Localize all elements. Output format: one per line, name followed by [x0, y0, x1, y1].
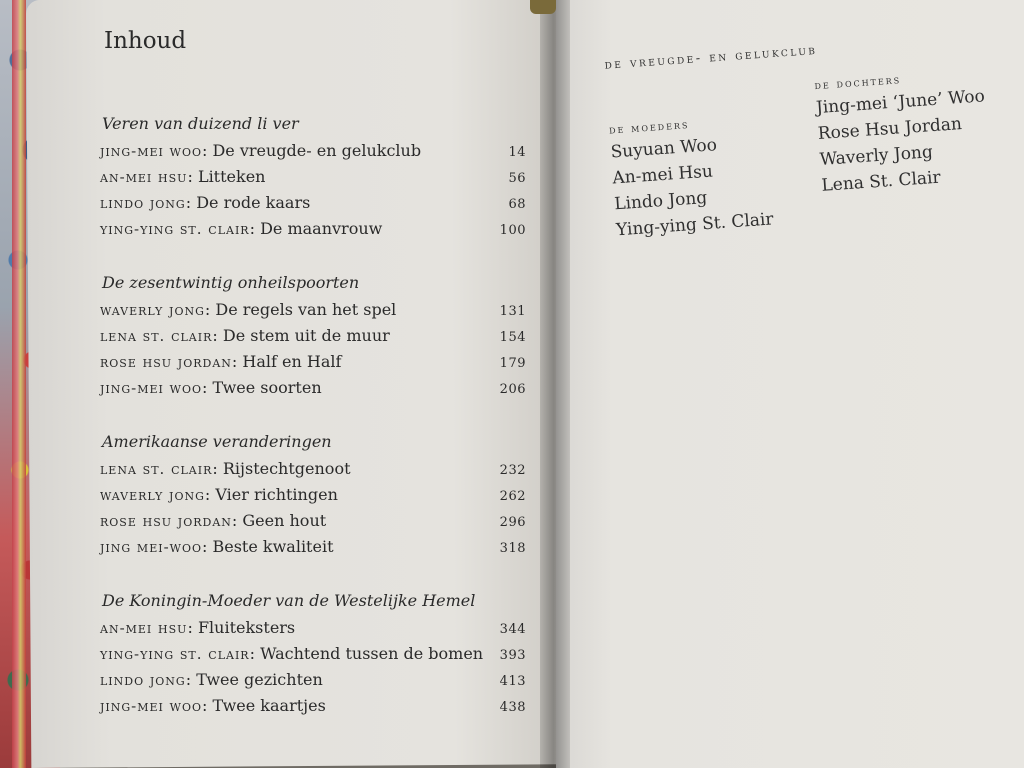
entry-author: an-mei hsu	[100, 619, 188, 637]
entry-page: 154	[499, 330, 526, 345]
mother-name: Lindo Jong	[613, 187, 708, 215]
entry-author: rose hsu jordan	[100, 353, 232, 371]
entry-text: waverly jong: Vier richtingen	[100, 485, 338, 504]
mother-name: Ying-ying St. Clair	[615, 209, 775, 241]
entry-author: waverly jong	[100, 301, 205, 319]
entry-chapter: De regels van het spel	[215, 300, 397, 319]
entry-text: ying-ying st. clair: Wachtend tussen de bomen	[100, 644, 484, 663]
entry-chapter: Vier richtingen	[215, 485, 338, 504]
entry-page: 344	[499, 622, 526, 637]
daughter-name: Lena St. Clair	[820, 167, 942, 196]
toc-entry	[100, 138, 526, 164]
book-cover-edge	[12, 0, 26, 768]
toc-entry	[100, 615, 526, 641]
entry-chapter: Geen hout	[242, 511, 327, 530]
entry-text: jing mei-woo: Beste kwaliteit	[100, 537, 334, 556]
entry-author: ying-ying st. clair	[100, 645, 250, 663]
entry-author: rose hsu jordan	[100, 512, 232, 530]
entry-text: rose hsu jordan: Geen hout	[100, 511, 327, 530]
daughters-heading: de dochters	[814, 72, 902, 93]
contents-title: Inhoud	[104, 28, 187, 54]
entry-page: 318	[499, 541, 526, 556]
entry-author: lindo jong	[100, 194, 186, 212]
toc-entry	[100, 216, 526, 242]
entry-page: 68	[508, 197, 526, 212]
entry-author: lindo jong	[100, 671, 186, 689]
entry-chapter: De vreugde- en gelukclub	[212, 141, 422, 160]
daughters-column	[814, 63, 991, 198]
entry-text: lindo jong: De rode kaars	[100, 193, 311, 212]
section-heading: Veren van duizend li ver	[102, 114, 299, 133]
entry-chapter: Fluiteksters	[197, 618, 296, 637]
toc-entry	[100, 508, 526, 534]
entry-chapter: Twee kaartjes	[212, 696, 326, 715]
table-of-contents	[100, 110, 526, 746]
mother-name: Suyuan Woo	[610, 135, 718, 163]
entry-text: rose hsu jordan: Half en Half	[100, 352, 342, 371]
entry-chapter: Rijstechtgenoot	[222, 459, 351, 478]
entry-text: lena st. clair: De stem uit de muur	[100, 326, 390, 345]
book-title: de vreugde- en gelukclub	[604, 42, 818, 73]
entry-author: ying-ying st. clair	[100, 220, 250, 238]
daughter-name: Rose Hsu Jordan	[817, 114, 963, 145]
entry-chapter: De rode kaars	[196, 193, 311, 212]
entry-page: 393	[499, 648, 526, 663]
entry-text: jing-mei woo: Twee kaartjes	[100, 696, 326, 715]
entry-author: jing-mei woo	[100, 142, 202, 160]
entry-page: 100	[499, 223, 526, 238]
toc-entry	[100, 641, 526, 667]
entry-chapter: Beste kwaliteit	[212, 537, 334, 556]
toc-entry	[100, 164, 526, 190]
entry-page: 206	[499, 382, 526, 397]
section-heading: Amerikaanse veranderingen	[102, 432, 332, 451]
section-heading: De Koningin-Moeder van de Westelijke Hemel	[102, 591, 476, 610]
toc-entry	[100, 482, 526, 508]
toc-section	[100, 587, 526, 719]
daughter-name: Jing-mei ‘June’ Woo	[815, 86, 986, 119]
mothers-column	[608, 109, 774, 244]
entry-page: 131	[499, 304, 526, 319]
entry-text: jing-mei woo: Twee soorten	[100, 378, 322, 397]
entry-page: 438	[499, 700, 526, 715]
entry-author: an-mei hsu	[100, 168, 188, 186]
entry-page: 296	[499, 515, 526, 530]
toc-entry	[100, 693, 526, 719]
entry-author: lena st. clair	[100, 460, 213, 478]
toc-section	[100, 110, 526, 242]
daughter-name: Waverly Jong	[819, 142, 934, 170]
toc-entry	[100, 323, 526, 349]
section-heading: De zesentwintig onheilspoorten	[102, 273, 360, 292]
entry-chapter: Wachtend tussen de bomen	[260, 644, 484, 663]
entry-page: 56	[508, 171, 526, 186]
entry-chapter: Twee soorten	[212, 378, 322, 397]
entry-author: jing mei-woo	[100, 538, 202, 556]
entry-text: jing-mei woo: De vreugde- en gelukclub	[100, 141, 422, 160]
entry-page: 232	[499, 463, 526, 478]
entry-text: an-mei hsu: Litteken	[100, 167, 266, 186]
entry-chapter: De stem uit de muur	[222, 326, 390, 345]
entry-text: lindo jong: Twee gezichten	[100, 670, 323, 689]
toc-entry	[100, 297, 526, 323]
toc-section	[100, 428, 526, 560]
entry-chapter: Half en Half	[242, 352, 342, 371]
entry-author: lena st. clair	[100, 327, 213, 345]
entry-page: 179	[499, 356, 526, 371]
entry-author: jing-mei woo	[100, 379, 202, 397]
entry-text: lena st. clair: Rijstechtgenoot	[100, 459, 351, 478]
entry-chapter: Twee gezichten	[196, 670, 323, 689]
toc-entry	[100, 190, 526, 216]
toc-section	[100, 269, 526, 401]
entry-page: 14	[508, 145, 526, 160]
bookmark-ribbon	[530, 0, 556, 14]
entry-page: 413	[499, 674, 526, 689]
toc-entry	[100, 667, 526, 693]
entry-author: waverly jong	[100, 486, 205, 504]
toc-entry	[100, 534, 526, 560]
entry-author: jing-mei woo	[100, 697, 202, 715]
mother-name: An-mei Hsu	[611, 161, 714, 189]
entry-page: 262	[499, 489, 526, 504]
entry-text: an-mei hsu: Fluiteksters	[100, 618, 296, 637]
entry-chapter: Litteken	[197, 167, 266, 186]
entry-text: ying-ying st. clair: De maanvrouw	[100, 219, 383, 238]
entry-text: waverly jong: De regels van het spel	[100, 300, 397, 319]
character-list	[600, 0, 1015, 257]
entry-chapter: De maanvrouw	[260, 219, 383, 238]
mothers-heading: de moeders	[608, 117, 690, 137]
toc-entry	[100, 349, 526, 375]
toc-entry	[100, 375, 526, 401]
book-gutter	[540, 0, 570, 768]
toc-entry	[100, 456, 526, 482]
